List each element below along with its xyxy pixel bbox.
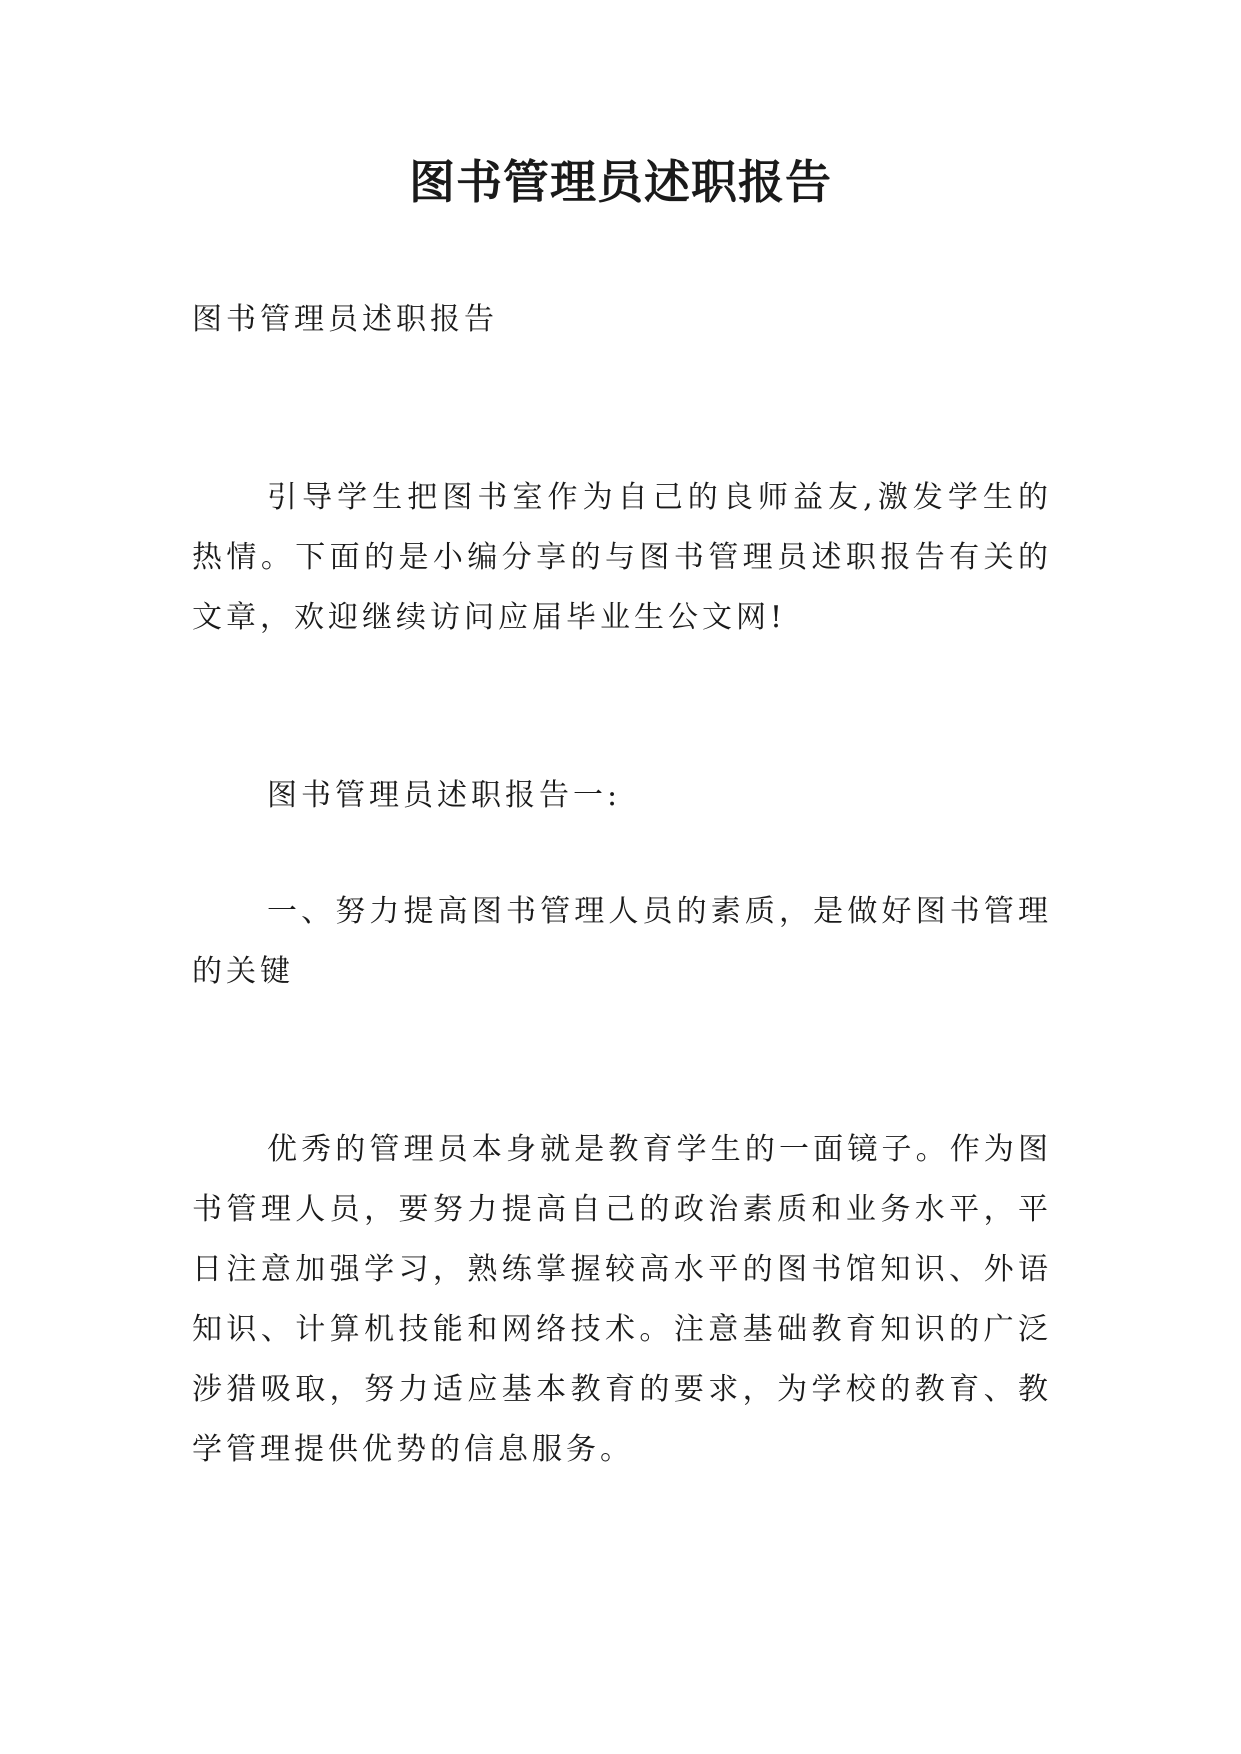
document-body: [192, 290, 1052, 1480]
intro-paragraph: 引导学生把图书室作为自己的良师益友,激发学生的热情。下面的是小编分享的与图书管理员述职报告有关的文章，欢迎继续访问应届毕业生公文网!: [192, 480, 1052, 635]
body-paragraph: 优秀的管理员本身就是教育学生的一面镜子。作为图书管理人员，要努力提高自己的政治素质和业务水平，平日注意加强学习，熟练掌握较高水平的图书馆知识、外语知识、计算机技能和网络技术。注意基础教育知识的广泛涉猎吸取，努力适应基本教育的要求，为学校的教育、教学管理提供优势的信息服务。: [192, 1132, 1052, 1467]
document-subtitle: 图书管理员述职报告: [192, 302, 498, 337]
document-title: 图书管理员述职报告: [409, 155, 832, 209]
point-heading: 一、努力提高图书管理人员的素质，是做好图书管理的关键: [192, 894, 1052, 989]
section-heading: 图书管理员述职报告一:: [267, 778, 622, 813]
